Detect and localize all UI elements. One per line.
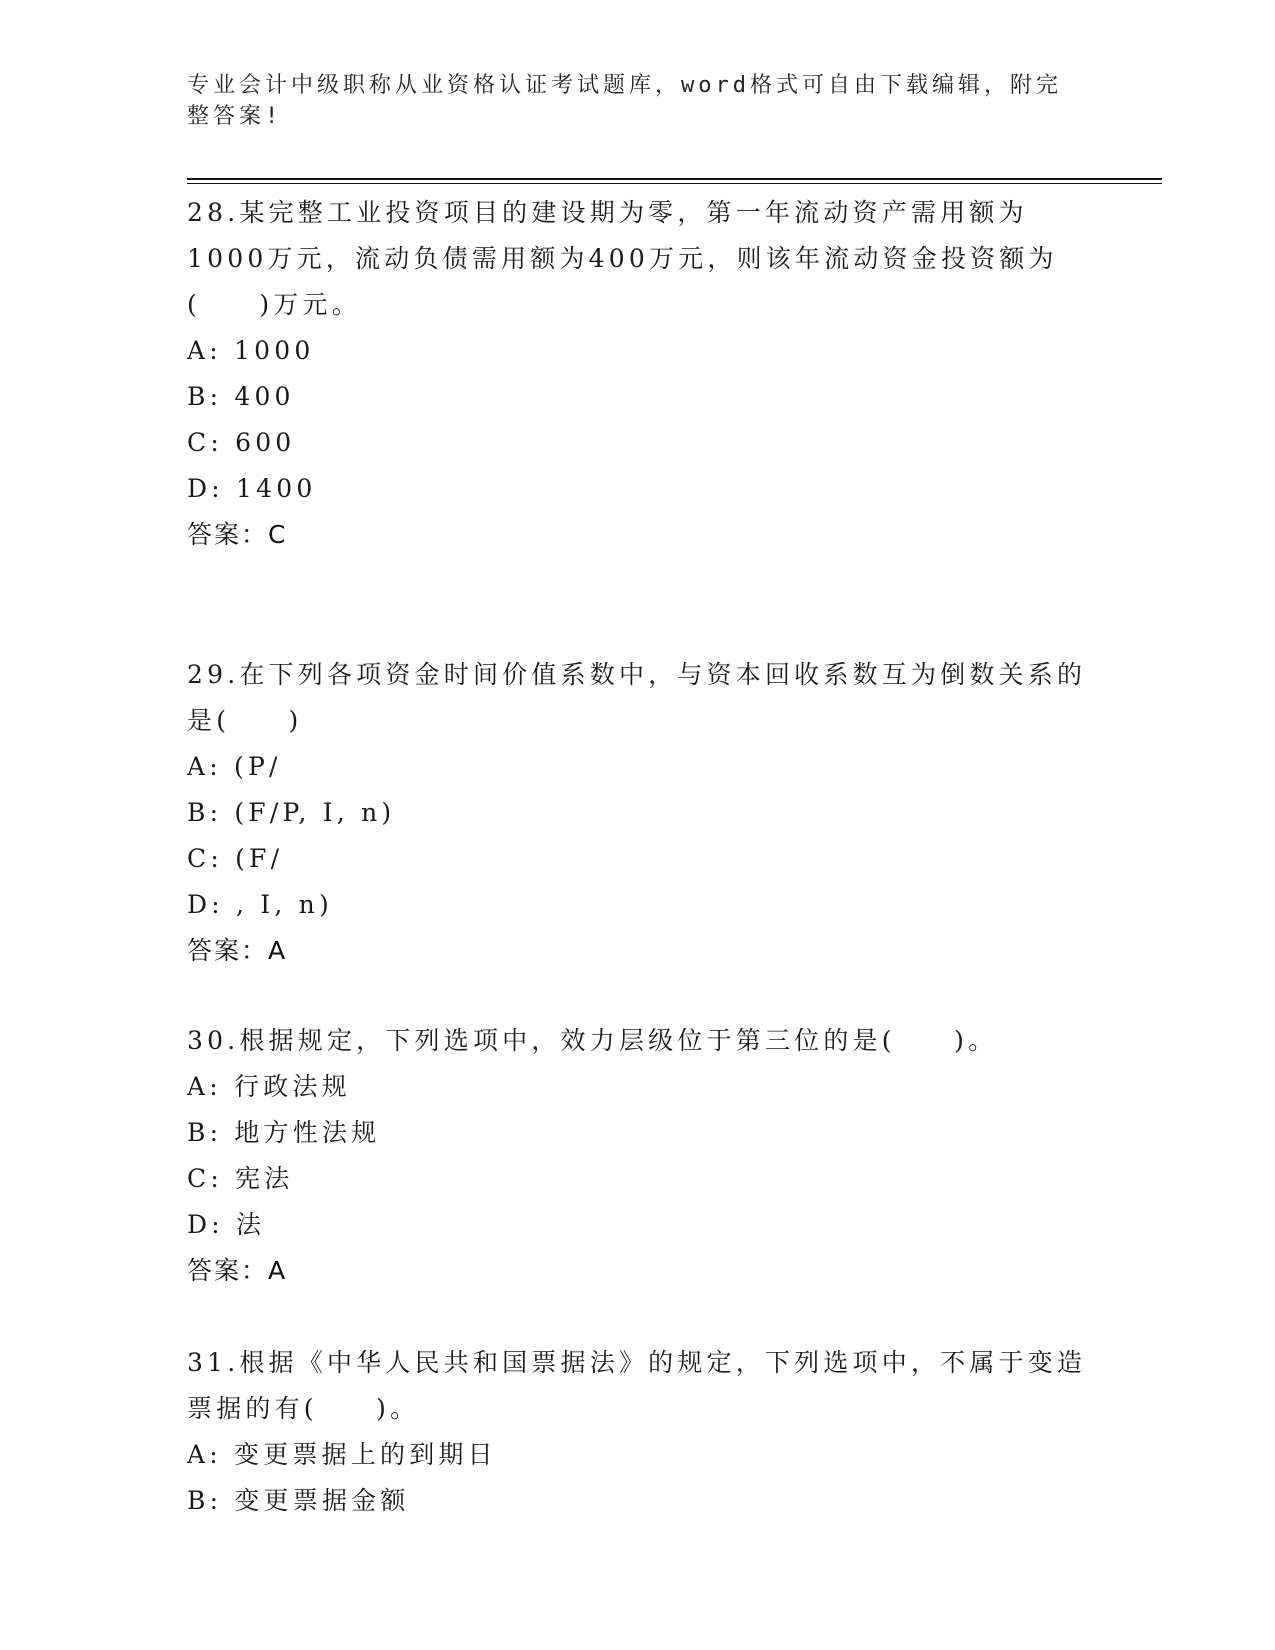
question-31: [187, 1340, 1162, 1524]
document-page: [187, 70, 1162, 1515]
question-29: [187, 652, 1162, 974]
option-b: B: 地方性法规: [187, 1118, 381, 1147]
header-note: 专业会计中级职称从业资格认证考试题库，word格式可自由下载编辑，附完整答案!: [187, 73, 1062, 129]
option-c: C: 600: [187, 428, 296, 457]
option-b: B: 变更票据金额: [187, 1486, 410, 1515]
header-divider-thin: [187, 183, 1162, 184]
option-b: B: 400: [187, 382, 295, 411]
question-text: 31.根据《中华人民共和国票据法》的规定，下列选项中，不属于变造票据的有( )。: [187, 1348, 1087, 1423]
question-text: 28.某完整工业投资项目的建设期为零，第一年流动资产需用额为1000万元，流动负债需用额为400万元，则该年流动资金投资额为( )万元。: [187, 198, 1058, 319]
option-b: B: (F/P, I, n): [187, 798, 396, 827]
question-30: [187, 1018, 1162, 1294]
option-d: D: , I, n): [187, 890, 333, 919]
answer: 答案：A: [187, 936, 288, 965]
option-a: A: 1000: [187, 336, 315, 365]
header-divider-thick: [187, 178, 1162, 180]
answer: 答案：C: [187, 520, 288, 549]
option-a: A: 变更票据上的到期日: [187, 1440, 497, 1469]
option-c: C: 宪法: [187, 1164, 294, 1193]
question-28: [187, 190, 1162, 558]
option-a: A: (P/: [187, 752, 282, 781]
answer: 答案：A: [187, 1256, 288, 1285]
option-d: D: 法: [187, 1210, 266, 1239]
question-text: 30.根据规定，下列选项中，效力层级位于第三位的是( )。: [187, 1026, 998, 1055]
option-a: A: 行政法规: [187, 1072, 351, 1101]
question-text: 29.在下列各项资金时间价值系数中，与资本回收系数互为倒数关系的是( ): [187, 660, 1087, 735]
option-d: D: 1400: [187, 474, 317, 503]
option-c: C: (F/: [187, 844, 284, 873]
